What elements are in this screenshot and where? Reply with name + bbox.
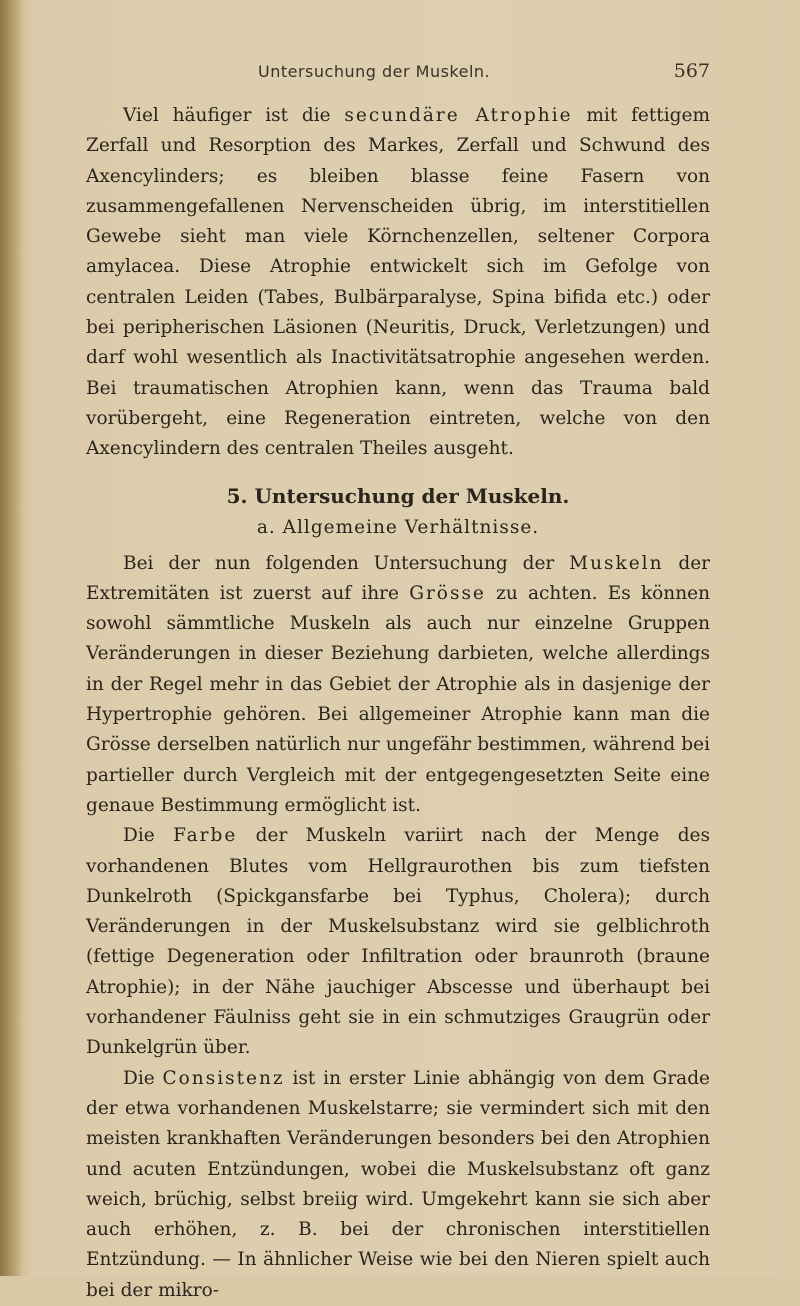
emphasis-term: Grösse [409, 582, 486, 604]
running-head: Untersuchung der Muskeln. [258, 62, 491, 81]
paragraph-text: der Extremitäten ist zuerst auf ihre [86, 552, 710, 604]
body-text [86, 101, 710, 1306]
paragraph-size [86, 549, 710, 822]
emphasis-term: Consistenz [162, 1067, 285, 1089]
paragraph-atrophy [86, 101, 710, 465]
paragraph-text: Bei der nun folgenden Untersuchung der [123, 552, 570, 574]
page-header [258, 56, 710, 88]
emphasis-term: secundäre Atrophie [344, 105, 573, 126]
paragraph-text: mit fettigem Zerfall und Resorption des Markes, Zerfall und Schwund des Axencylinders; es bleiben blasse feine Fasern von zusammengefallenen Nervenscheiden übrig, im interstitiellen Gewebe sieht man viele Körnchenzellen, seltener Corpora amylacea. Diese Atrophie entwickelt sich im Gefolge von centralen Leiden (Tabes, Bulbärparalyse, Spina bifida etc.) oder bei peripherischen Läsionen (Neuritis, Druck, Verletzungen) und darf wohl wesentlich als Inactivitätsatrophie angesehen werden. Bei traumatischen Atrophien kann, wenn das Trauma bald vorübergeht, eine Regeneration eintreten, welche von den Axencylindern des centralen Theiles ausgeht. [86, 105, 710, 460]
section-heading: 5. Untersuchung der Muskeln. [226, 483, 570, 508]
page-number: 567 [673, 60, 710, 82]
emphasis-term: Farbe [173, 825, 238, 847]
paragraph-text: der Muskeln variirt nach der Menge des vorhandenen Blutes vom Hellgraurothen bis zum tiefsten Dunkelroth (Spickgansfarbe bei Typhus, Cholera); durch Veränderungen in der Muskelsubstanz wird sie gelblichroth (fettige Degeneration oder Infiltration oder braunroth (braune Atrophie); in der Nähe jauchiger Abscesse und überhaupt bei vorhandener Fäulniss geht sie in ein schmutziges Graugrün oder Dunkelgrün über. [86, 825, 711, 1059]
paragraph-text: ist in erster Linie abhängig von dem Grade der etwa vorhandenen Muskelstarre; sie vermindert sich mit den meisten krankhaften Veränderungen besonders bei den Atrophien und acuten Entzündungen, wobei die Muskelsubstanz oft ganz weich, brüchig, selbst breiig wird. Umgekehrt kann sie sich aber auch erhöhen, z. B. bei der chronischen interstitiellen Entzündung. — In ähnlicher Weise wie bei den Nieren spielt auch bei der mikro- [86, 1067, 711, 1301]
page-binding-edge [0, 0, 22, 1276]
paragraph-color [86, 821, 710, 1063]
paragraph-text: Viel häufiger ist die [123, 105, 345, 126]
section-subheading: a. Allgemeine Verhältnisse. [256, 516, 540, 538]
paragraph-text: Die [123, 1067, 163, 1089]
emphasis-term: Muskeln [569, 552, 664, 574]
paragraph-consistency [86, 1064, 710, 1306]
paragraph-text: zu achten. Es können sowohl sämmtliche Muskeln als auch nur einzelne Gruppen Veränderungen in dieser Beziehung darbieten, welche allerdings in der Regel mehr in das Gebiet der Atrophie als in dasjenige der Hypertrophie gehören. Bei allgemeiner Atrophie kann man die Grösse derselben natürlich nur ungefähr bestimmen, während bei partieller durch Vergleich mit der entgegengesetzten Seite eine genaue Bestimmung ermöglicht ist. [86, 582, 710, 816]
paragraph-text: Die [123, 825, 174, 847]
